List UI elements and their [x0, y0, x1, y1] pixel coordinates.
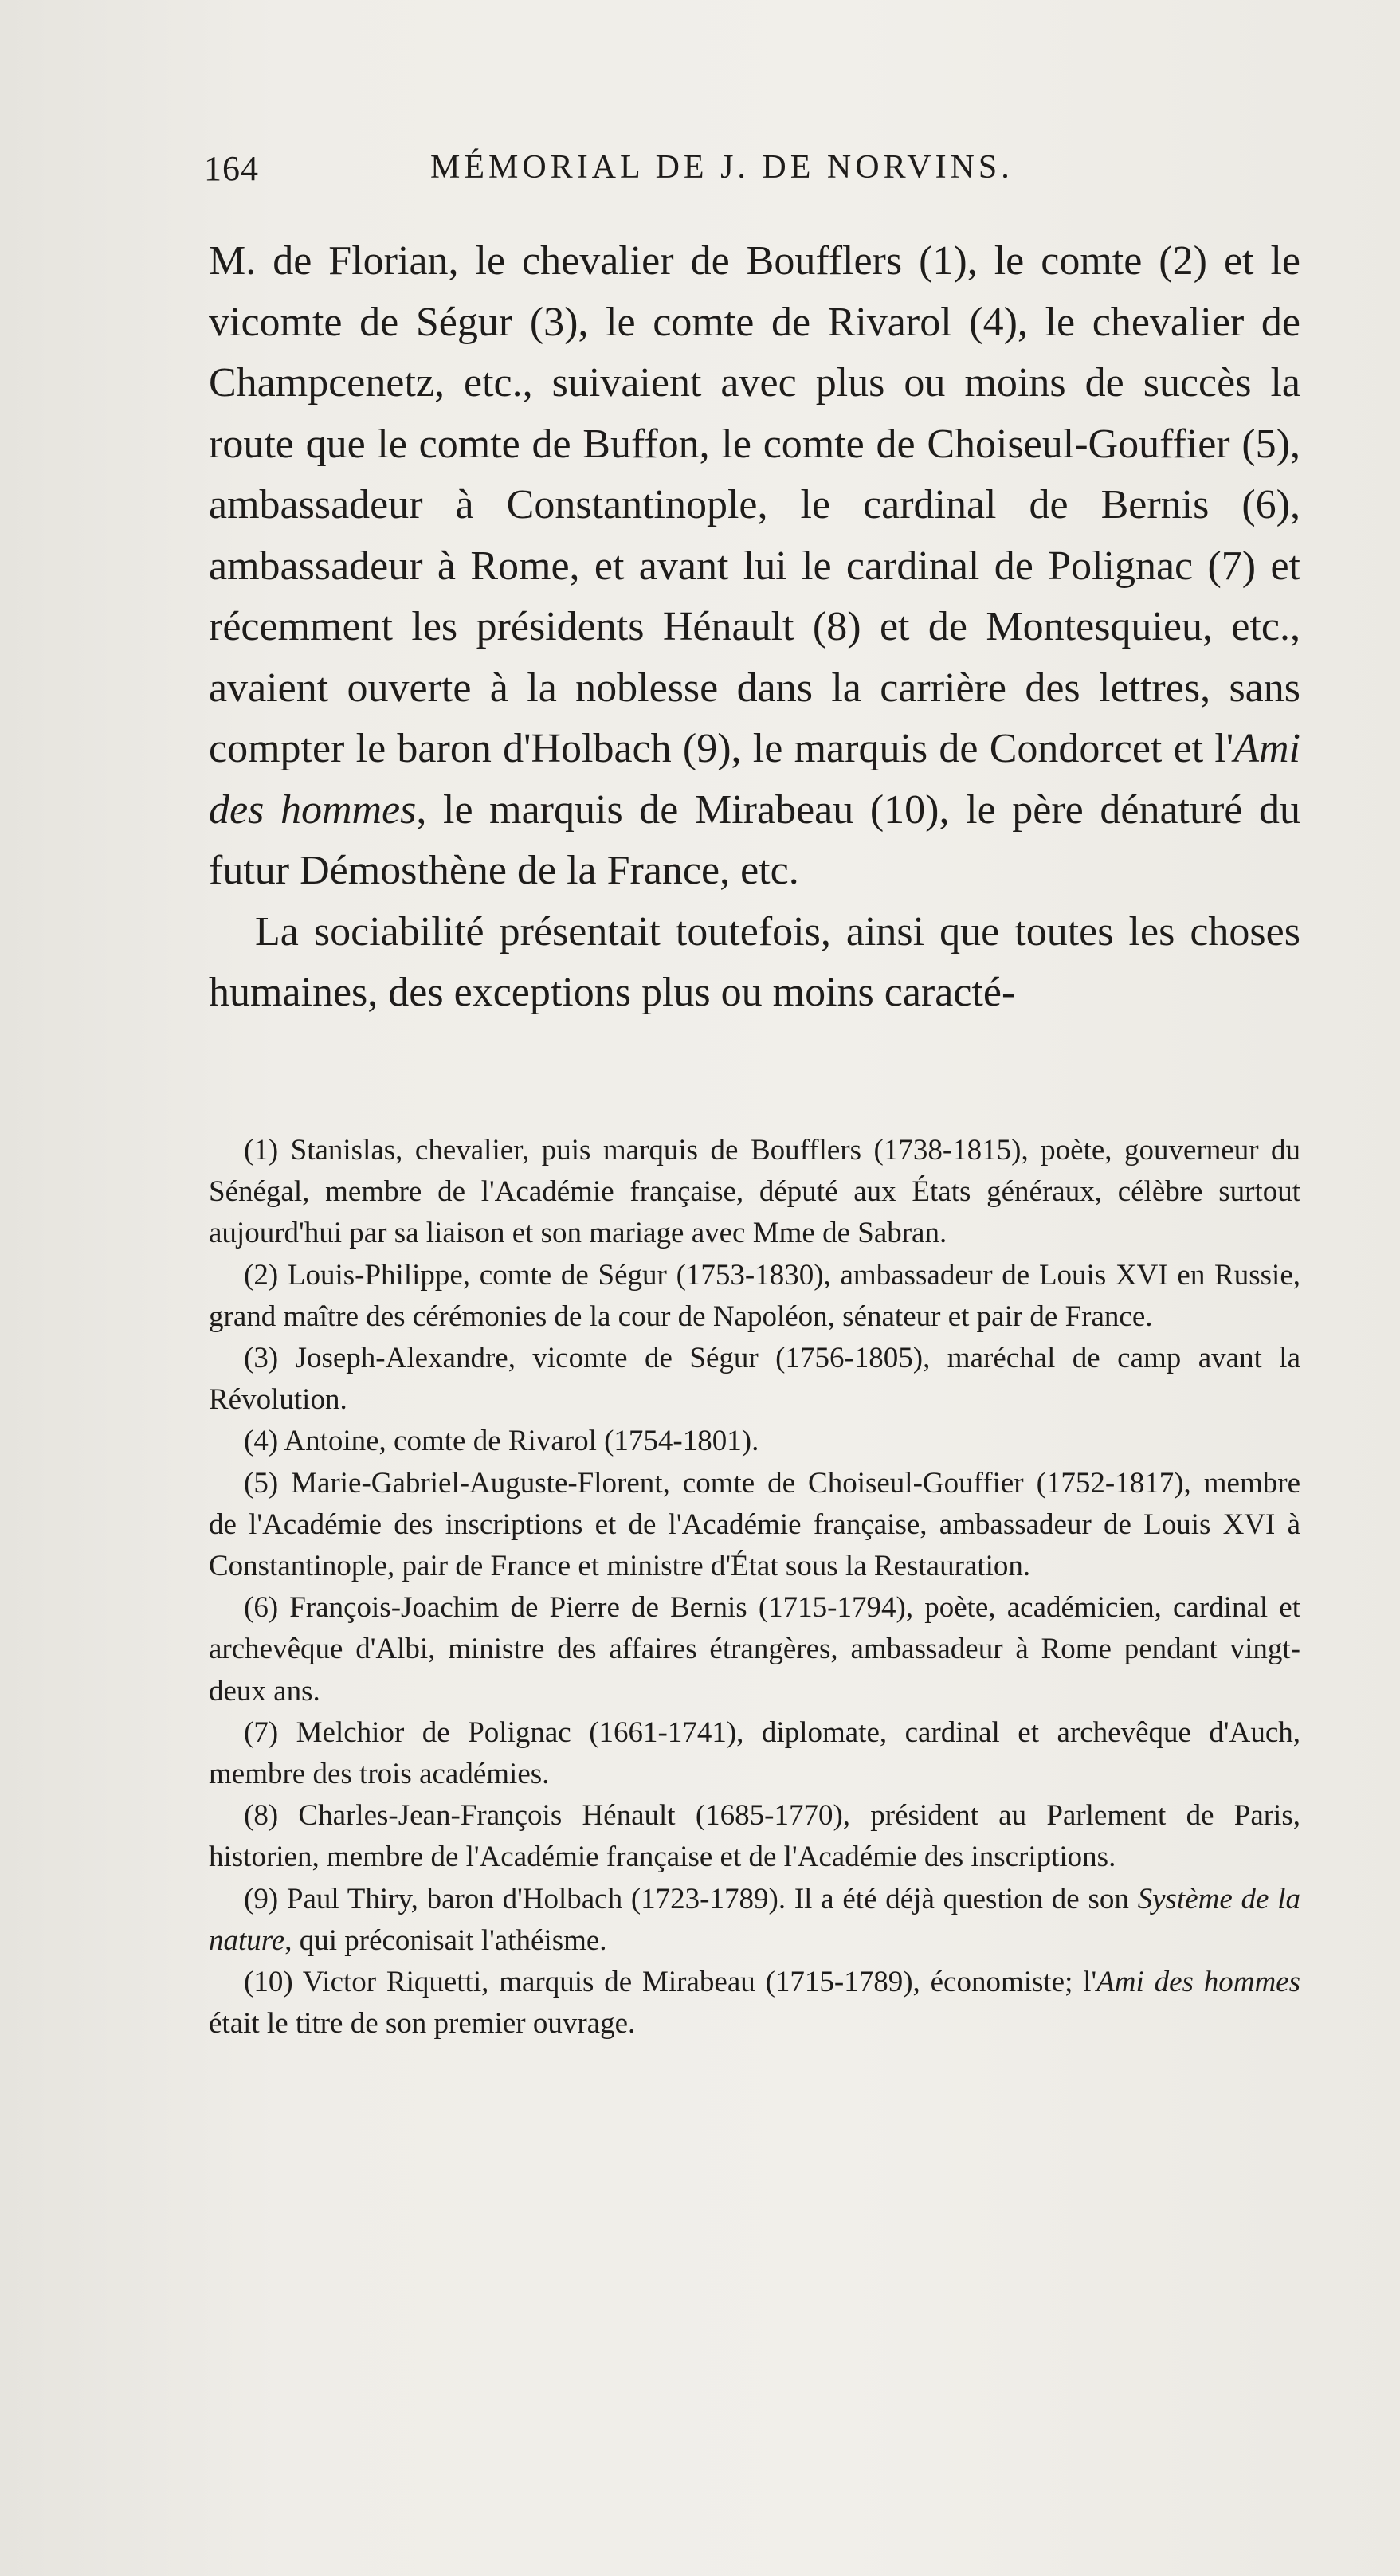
- footnote-7: (7) Melchior de Polignac (1661-1741), diplomate, cardinal et archevêque d'Auch, membre des trois académies.: [209, 1715, 1300, 1791]
- paragraph-1: [209, 231, 1300, 902]
- footnote-8: (8) Charles-Jean-François Hénault (1685-1770), président au Parlement de Paris, historien, membre de l'Académie française et de l'Académie des inscriptions.: [209, 1799, 1300, 1874]
- page-header: [199, 148, 1315, 196]
- footnote-10-italic: Ami des hommes: [1096, 1966, 1300, 1999]
- footnote-9-italic: Système de la nature: [209, 1882, 1300, 1957]
- running-title: MÉMORIAL DE J. DE NORVINS.: [430, 149, 1014, 186]
- footnote-2: (2) Louis-Philippe, comte de Ségur (1753-1830), ambassadeur de Louis XVI en Russie, grand maître des cérémonies de la cour de Napoléon, sénateur et pair de France.: [209, 1258, 1300, 1333]
- footnote-9-part-b: , qui préconisait l'athéisme.: [284, 1923, 607, 1957]
- footnote-separator: [209, 1108, 1300, 1112]
- main-text: [209, 231, 1300, 1024]
- paragraph-2: La sociabilité présentait toutefois, ainsi que toutes les choses humaines, des exceptions plus ou moins caracté-: [209, 908, 1300, 1015]
- footnote-3: (3) Joseph-Alexandre, vicomte de Ségur (1756-1805), maréchal de camp avant la Révolution.: [209, 1342, 1300, 1417]
- footnote-4: (4) Antoine, comte de Rivarol (1754-1801).: [244, 1425, 759, 1458]
- footnote-10-part-b: était le titre de son premier ouvrage.: [209, 2007, 636, 2041]
- page-number: 164: [204, 149, 259, 188]
- paragraph-1-italic: Ami des hommes: [209, 726, 1300, 833]
- footnote-5: (5) Marie-Gabriel-Auguste-Florent, comte de Choiseul-Gouffier (1752-1817), membre de l'Académie des inscriptions et de l'Académie française, ambassadeur de Louis XVI à Constantinople, pair de France et ministre d'État sous la Restauration.: [209, 1466, 1300, 1583]
- paragraph-1-part-a: M. de Florian, le chevalier de Boufflers (1), le comte (2) et le vicomte de Ségur (3), le comte de Rivarol (4), le chevalier de Champcenetz, etc., suivaient avec plus ou moins de succès la route que le comte de Buffon, le comte de Choiseul-Gouffier (5), ambassadeur à Constantinople, le cardinal de Bernis (6), ambassadeur à Rome, et avant lui le cardinal de Polignac (7) et récemment les présidents Hénault (8) et de Montesquieu, etc., avaient ouverte à la noblesse dans la carrière des lettres, sans compter le baron d'Holbach (9), le marquis de Condorcet et l': [209, 238, 1300, 771]
- footnote-10-part-a: (10) Victor Riquetti, marquis de Mirabeau (1715-1789), économiste; l': [244, 1966, 1097, 1999]
- footnote-6: (6) François-Joachim de Pierre de Bernis (1715-1794), poète, académicien, cardinal et archevêque d'Albi, ministre des affaires étrangères, ambassadeur à Rome pendant vingt-deux ans.: [209, 1591, 1300, 1708]
- paragraph-1-part-b: , le marquis de Mirabeau (10), le père dénaturé du futur Démosthène de la France, etc.: [209, 786, 1301, 893]
- footnotes: [209, 1130, 1300, 2045]
- footnote-9-part-a: (9) Paul Thiry, baron d'Holbach (1723-1789). Il a été déjà question de son: [244, 1882, 1138, 1915]
- footnote-1: (1) Stanislas, chevalier, puis marquis de Boufflers (1738-1815), poète, gouverneur du Sénégal, membre de l'Académie française, député aux États généraux, célèbre surtout aujourd'hui par sa liaison et son mariage avec Mme de Sabran.: [209, 1134, 1300, 1250]
- footnote-10: [209, 1962, 1300, 2045]
- footnote-9: [209, 1879, 1300, 1962]
